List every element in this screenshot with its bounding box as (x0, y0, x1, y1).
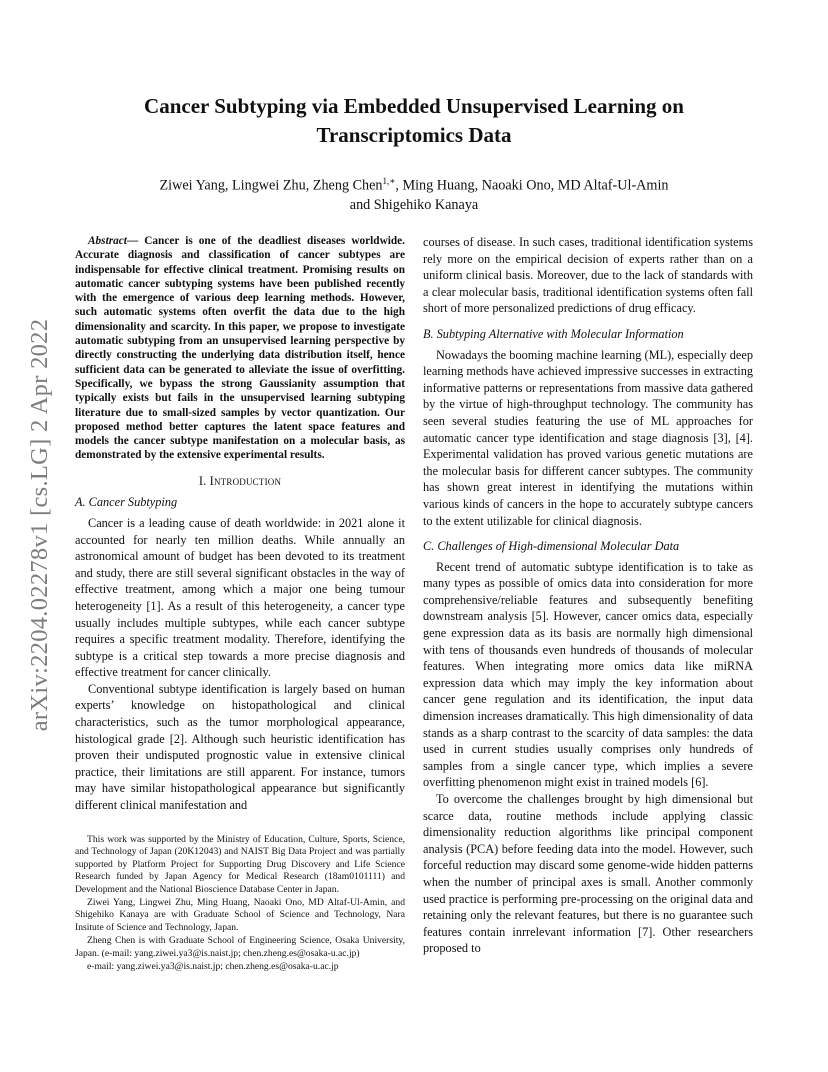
author-affiliation-marker: 1,∗ (382, 176, 396, 186)
paragraph-high-dimensional-2: To overcome the challenges brought by high dimensional but scarce data, routine methods include applying classic dimensionality reduction algorithms like principal component analysis (PCA) before feeding data into the model. However, such forceful reduction may discard some genome-wide hidden patterns when the number of principal axes is small. Another commonly used practice is performing pre-processing on the original data and retaining only the relevant features, but there is no guarantee such features contain inrrelevant information [7]. Other researchers proposed to (423, 792, 753, 956)
abstract (75, 234, 405, 463)
footnotes (75, 834, 405, 974)
subsection-heading-high-dimensional-data: C. Challenges of High-dimensional Molecular Data (423, 539, 680, 554)
authors-rest: , Ming Huang, Naoaki Ono, MD Altaf-Ul-Amin (395, 177, 669, 194)
subsection-heading-molecular-information: B. Subtyping Alternative with Molecular Information (423, 326, 684, 341)
paragraph-continuation: courses of disease. In such cases, traditional identification systems rely more on the empirical decision of experts rather than on a uniform clinical basis. Moreover, due to the lack of standards with a clear molecular basis, traditional identification systems often fall short of more personalized predictions of drug efficacy. (423, 235, 753, 316)
footnote-email: e-mail: yang.ziwei.ya3@is.naist.jp; chen.zheng.es@osaka-u.ac.jp (87, 961, 339, 973)
paragraph-high-dimensional-1: Recent trend of automatic subtype identification is to take as many types as possible of omics data into consideration for more comprehensive/reliable features and subsequently benefiting downstream analysis [5]. However, cancer omics data, especially gene expression data as its basis are normally high dimensional with tens of thousands even hundreds of thousands of molecular features. When integrating more omics data like miRNA expression data which may imply the key information about cancer gene regulation and its identification, the input data dimension increases dramatically. This high dimensionality of data stands as a sharp contrast to the scarcity of data samples: the data used in current studies usually comprises only hundreds of samples from a single cancer type, which implies a severe overfitting phenomenon might exist in trained models [6]. (423, 559, 753, 790)
section-number: I. (198, 473, 210, 488)
author-line-1 (110, 172, 718, 196)
paragraph-cancer-subtyping-2: Conventional subtype identification is largely based on human experts’ knowledge on histopathological and clinical characteristics, such as the tumor morphological appearance, histological grade [2]. Although such heuristic identification has proven their undisputed prognostic value in extensive clinical practice, their limitations are still apparent. For instance, tumors may have similar histopathological appearance but significantly different clinical manifestation and (75, 681, 405, 813)
author-list (110, 172, 718, 216)
section-heading-introduction (75, 473, 405, 490)
right-column (423, 234, 753, 957)
footnote-funding: This work was supported by the Ministry of Education, Culture, Sports, Science, and Technology of Japan (20K12043) and NAIST Big Data Project and was partially supported by Platform Project for Supporting Drug Discovery and Life Science Research funded by Japan Agency for Medical Research (18am0101111) and Development and the National Bioscience Database Center in Japan. (75, 834, 405, 895)
paper-title: Cancer Subtyping via Embedded Unsupervised Learning on Transcriptomics Data (144, 94, 684, 147)
footnote-affiliation: Ziwei Yang, Lingwei Zhu, Ming Huang, Naoaki Ono, MD Altaf-Ul-Amin, and Shigehiko Kanaya are with Graduate School of Science and Technology, Nara Insitute of Science and Technology, Japan. (75, 897, 405, 933)
abstract-text: — Cancer is one of the deadliest diseases worldwide. Accurate diagnosis and classification of cancer subtypes are indispensable for effective clinical treatment. Promising results on automatic cancer subtyping systems have been published recently with the emergence of various deep learning methods. However, such automatic systems often overfit the data due to the high dimensionality and scarcity. In this paper, we propose to investigate automatic subtyping from an unsupervised learning perspective by directly constructing the underlying data distribution itself, hence sufficient data can be generated to alleviate the issue of overfitting. Specifically, we bypass the strong Gaussianity assumption that typically exists but fails in the unsupervised learning subtyping literature due to small-sized samples by vector quantization. Our proposed method better captures the latent space features and models the cancer subtype manifestation on a molecular basis, as demonstrated by the extensive experimental results. (75, 235, 405, 462)
authors-first: Ziwei Yang, Lingwei Zhu, Zheng Chen (159, 177, 383, 194)
subsection-heading-cancer-subtyping: A. Cancer Subtyping (75, 495, 178, 510)
arxiv-identifier-stamp (18, 290, 62, 760)
footnote-affiliation-osaka: Zheng Chen is with Graduate School of Engineering Science, Osaka University, Japan. (e-mail: yang.ziwei.ya3@is.naist.jp; chen.zheng.es@osaka-u.ac.jp) (75, 935, 405, 959)
arxiv-identifier-text: arXiv:2204.02278v1 [cs.LG] 2 Apr 2022 (26, 318, 53, 732)
paragraph-molecular-information: Nowadays the booming machine learning (ML), especially deep learning methods have achieved impressive successes in extracting informative patterns or representations from massive data gathered by the virtue of high-throughput technology. The community has seen several studies featuring the use of ML approaches for automatic cancer type identification and stage diagnosis [3], [4]. Experimental validation has proved various genetic mutations are the molecular basis for different cancer subtypes. The community has shown great interest in identifying the mutations within various kinds of cancers in the hope to accurately subtype cancers to the extent utilizable for clinical diagnosis. (423, 347, 753, 528)
section-title: Introduction (209, 473, 282, 488)
author-line-2: and Shigehiko Kanaya (349, 197, 479, 214)
left-column (75, 234, 405, 814)
paragraph-cancer-subtyping-1: Cancer is a leading cause of death worldwide: in 2021 alone it accounted for nearly ten million deaths. While annually an astronomical amount of budget has been devoted to its treatment and study, there are still several significant obstacles in the way of effective treatment, among which a major one being tumour heterogeneity [1]. As a result of this heterogeneity, a cancer type usually includes multiple subtypes, while each cancer subtype requires a specific treatment modality. Therefore, identifying the subtype is a critical step towards a more precise diagnosis and effective treatment for cancer clinically. (75, 515, 405, 680)
abstract-label: Abstract (88, 235, 127, 247)
